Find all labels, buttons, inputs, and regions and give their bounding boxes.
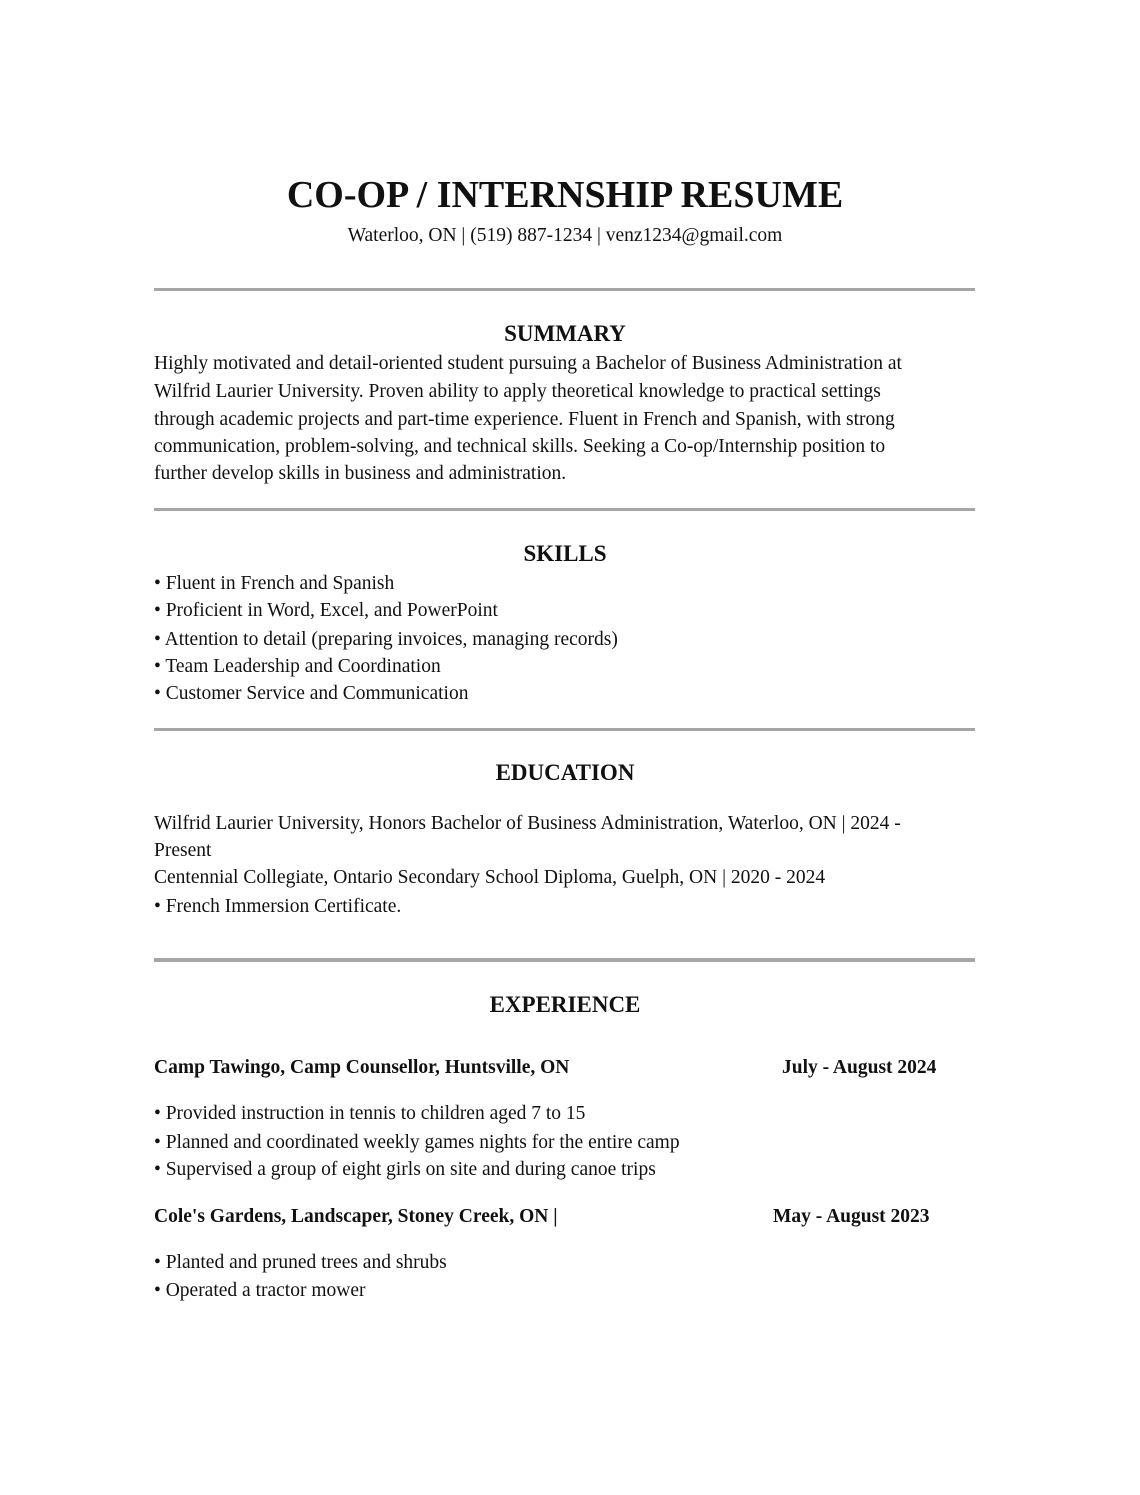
job-bullet: • Operated a tractor mower xyxy=(154,1280,366,1301)
job-dates: July - August 2024 xyxy=(782,1057,937,1078)
skill-item: • Team Leadership and Coordination xyxy=(154,656,441,677)
skills-heading: SKILLS xyxy=(523,541,607,566)
job-bullet: • Planned and coordinated weekly games nights for the entire camp xyxy=(154,1132,680,1153)
skill-item: • Fluent in French and Spanish xyxy=(154,573,395,594)
experience-heading: EXPERIENCE xyxy=(489,992,641,1017)
job-dates: May - August 2023 xyxy=(773,1206,930,1227)
skill-item: • Customer Service and Communication xyxy=(154,683,469,704)
education-bullet: • French Immersion Certificate. xyxy=(154,896,402,917)
divider xyxy=(154,728,975,731)
job-title: Camp Tawingo, Camp Counsellor, Huntsville, ON xyxy=(154,1057,570,1078)
education-heading: EDUCATION xyxy=(495,760,635,785)
job-title: Cole's Gardens, Landscaper, Stoney Creek, ON | xyxy=(154,1206,558,1227)
job-bullet: • Supervised a group of eight girls on site and during canoe trips xyxy=(154,1159,656,1180)
summary-line: Highly motivated and detail-oriented student pursuing a Bachelor of Business Administration at xyxy=(154,353,902,374)
skill-item: • Proficient in Word, Excel, and PowerPoint xyxy=(154,600,498,621)
resume-title: CO-OP / INTERNSHIP RESUME xyxy=(286,174,844,216)
divider xyxy=(154,958,975,962)
summary-line: Wilfrid Laurier University. Proven ability to apply theoretical knowledge to practical settings xyxy=(154,381,881,402)
education-line: Wilfrid Laurier University, Honors Bachelor of Business Administration, Waterloo, ON | 2024 - xyxy=(154,813,901,834)
skill-item: • Attention to detail (preparing invoices, managing records) xyxy=(154,629,618,650)
summary-line: through academic projects and part-time experience. Fluent in French and Spanish, with strong xyxy=(154,409,895,430)
summary-heading: SUMMARY xyxy=(504,321,626,346)
contact-info: Waterloo, ON | (519) 887-1234 | venz1234@gmail.com xyxy=(347,225,783,246)
job-bullet: • Provided instruction in tennis to children aged 7 to 15 xyxy=(154,1103,586,1124)
divider xyxy=(154,288,975,291)
job-bullet: • Planted and pruned trees and shrubs xyxy=(154,1252,447,1273)
summary-line: communication, problem-solving, and technical skills. Seeking a Co-op/Internship position to xyxy=(154,436,886,457)
education-line: Present xyxy=(154,840,212,861)
divider xyxy=(154,508,975,511)
summary-line: further develop skills in business and administration. xyxy=(154,463,567,484)
education-line: Centennial Collegiate, Ontario Secondary School Diploma, Guelph, ON | 2020 - 2024 xyxy=(154,867,826,888)
